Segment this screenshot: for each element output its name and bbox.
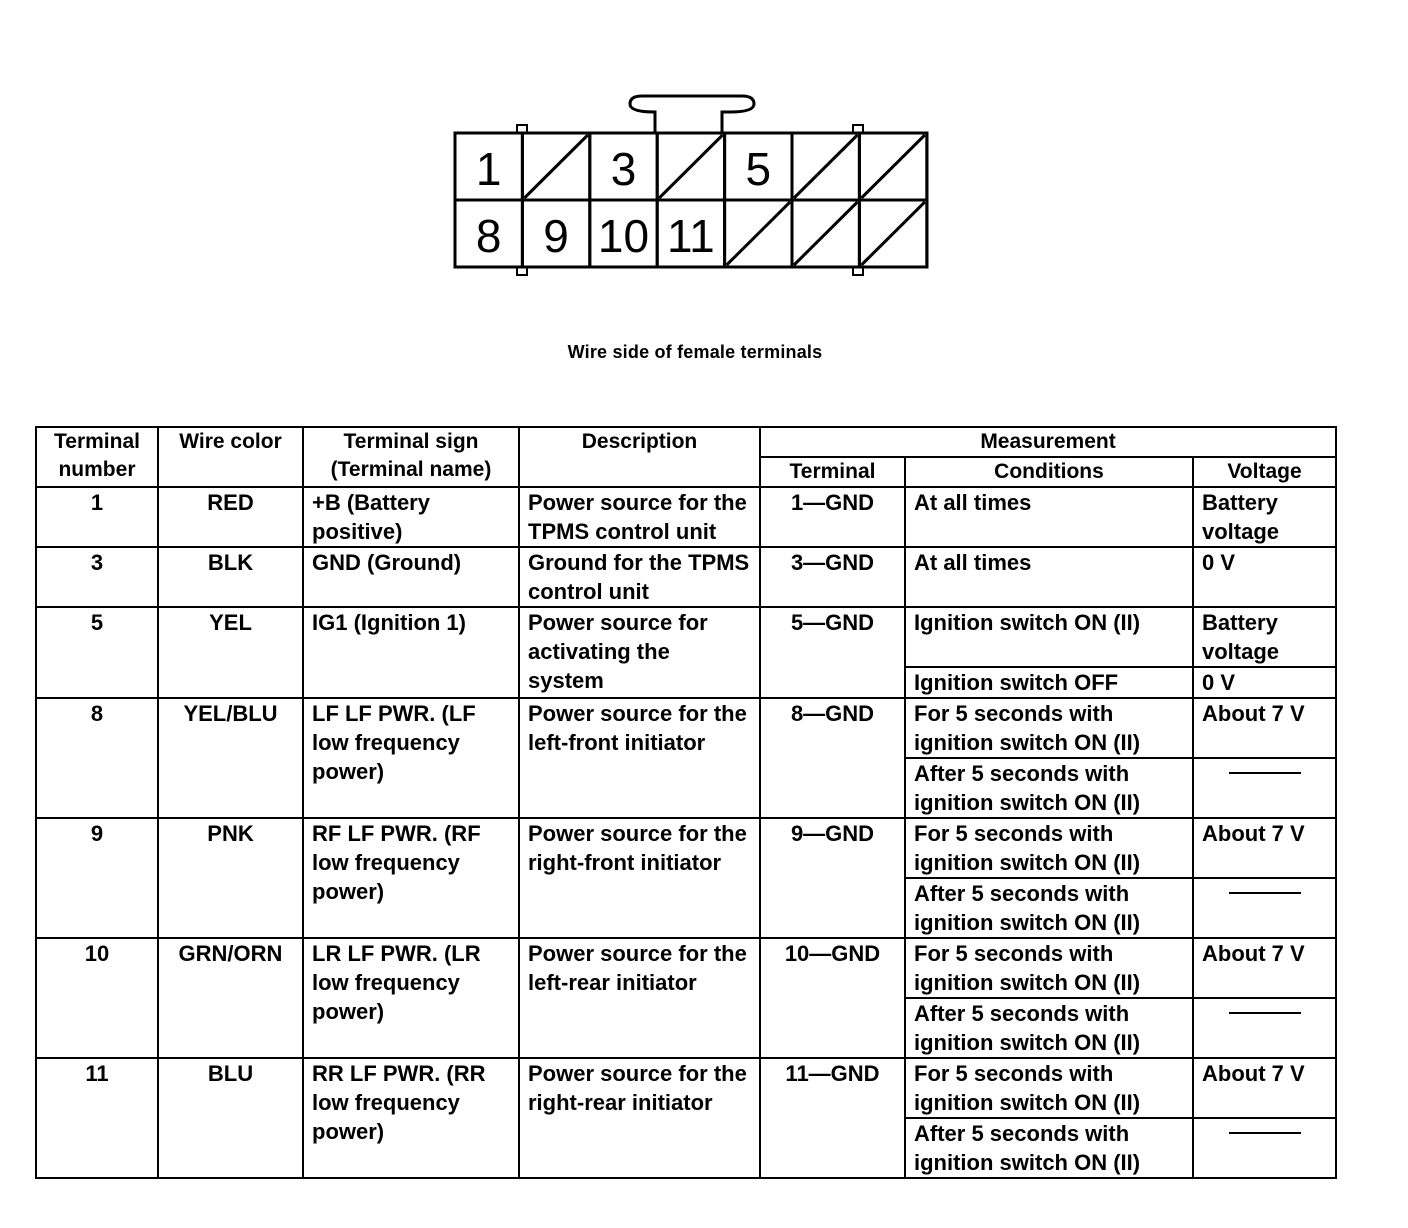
- measurement-terminal-cell: 9—GND: [760, 818, 905, 938]
- table-row: [36, 698, 1336, 758]
- table-row: [36, 547, 1336, 607]
- connector-diagram: [0, 0, 1408, 330]
- terminal-number-label: 5: [745, 143, 772, 195]
- voltage-cell: [1193, 998, 1336, 1058]
- terminal-sign-cell: RR LF PWR. (RR low frequency power): [303, 1058, 519, 1178]
- header-voltage: Voltage: [1193, 457, 1336, 487]
- header-measurement-terminal: Terminal: [760, 457, 905, 487]
- not-applicable-dash: [1229, 772, 1301, 774]
- terminal-sign-cell: RF LF PWR. (RF low frequency power): [303, 818, 519, 938]
- condition-cell: For 5 seconds with ignition switch ON (II): [905, 698, 1193, 758]
- description-cell: Power source for the left-front initiator: [519, 698, 760, 818]
- connector-latch: [630, 96, 754, 132]
- header-description: Description: [519, 427, 760, 487]
- header-wire-color: Wire color: [158, 427, 303, 487]
- terminal-table: [35, 426, 1337, 1179]
- header-terminal-sign: Terminal sign (Terminal name): [303, 427, 519, 487]
- description-cell: Power source for the left-rear initiator: [519, 938, 760, 1058]
- voltage-cell: About 7 V: [1193, 698, 1336, 758]
- terminal-sign-cell: LR LF PWR. (LR low frequency power): [303, 938, 519, 1058]
- terminal-number-cell: 11: [36, 1058, 158, 1178]
- voltage-cell: [1193, 758, 1336, 818]
- table-row: [36, 938, 1336, 998]
- voltage-cell: 0 V: [1193, 547, 1336, 607]
- description-cell: Power source for the right-front initiator: [519, 818, 760, 938]
- condition-cell: For 5 seconds with ignition switch ON (II): [905, 1058, 1193, 1118]
- condition-cell: For 5 seconds with ignition switch ON (II): [905, 938, 1193, 998]
- condition-cell: After 5 seconds with ignition switch ON (II): [905, 878, 1193, 938]
- terminal-number-cell: 5: [36, 607, 158, 698]
- terminal-number-label: 9: [543, 210, 569, 262]
- not-applicable-dash: [1229, 892, 1301, 894]
- terminal-number-cell: 1: [36, 487, 158, 547]
- table-row: [36, 487, 1336, 547]
- header-terminal-number: Terminal number: [36, 427, 158, 487]
- terminal-sign-cell: LF LF PWR. (LF low frequency power): [303, 698, 519, 818]
- condition-cell: Ignition switch ON (II): [905, 607, 1193, 667]
- terminal-number-cell: 9: [36, 818, 158, 938]
- not-applicable-dash: [1229, 1132, 1301, 1134]
- wire-color-cell: BLK: [158, 547, 303, 607]
- description-cell: Power source for activating the system: [519, 607, 760, 698]
- wire-color-cell: YEL: [158, 607, 303, 698]
- voltage-cell: Battery voltage: [1193, 607, 1336, 667]
- condition-cell: At all times: [905, 547, 1193, 607]
- table-row: [36, 607, 1336, 667]
- terminal-number-cell: 3: [36, 547, 158, 607]
- wire-color-cell: BLU: [158, 1058, 303, 1178]
- header-measurement: Measurement: [760, 427, 1336, 457]
- table-row: [36, 818, 1336, 878]
- measurement-terminal-cell: 10—GND: [760, 938, 905, 1058]
- terminal-number-label: 3: [610, 143, 637, 195]
- description-cell: Power source for the TPMS control unit: [519, 487, 760, 547]
- condition-cell: After 5 seconds with ignition switch ON (II): [905, 1118, 1193, 1178]
- terminal-number-label: 1: [475, 143, 502, 195]
- not-applicable-dash: [1229, 1012, 1301, 1014]
- voltage-cell: About 7 V: [1193, 938, 1336, 998]
- condition-cell: For 5 seconds with ignition switch ON (II): [905, 818, 1193, 878]
- wire-color-cell: PNK: [158, 818, 303, 938]
- header-conditions: Conditions: [905, 457, 1193, 487]
- voltage-cell: About 7 V: [1193, 1058, 1336, 1118]
- description-cell: Power source for the right-rear initiator: [519, 1058, 760, 1178]
- voltage-cell: About 7 V: [1193, 818, 1336, 878]
- description-cell: Ground for the TPMS control unit: [519, 547, 760, 607]
- terminal-number-label: 8: [475, 210, 502, 262]
- voltage-cell: 0 V: [1193, 667, 1336, 698]
- wire-color-cell: GRN/ORN: [158, 938, 303, 1058]
- condition-cell: After 5 seconds with ignition switch ON (II): [905, 998, 1193, 1058]
- measurement-terminal-cell: 8—GND: [760, 698, 905, 818]
- terminal-number-cell: 8: [36, 698, 158, 818]
- wire-color-cell: YEL/BLU: [158, 698, 303, 818]
- terminal-number-label: 11: [667, 210, 715, 262]
- measurement-terminal-cell: 1—GND: [760, 487, 905, 547]
- condition-cell: At all times: [905, 487, 1193, 547]
- voltage-cell: [1193, 878, 1336, 938]
- condition-cell: Ignition switch OFF: [905, 667, 1193, 698]
- condition-cell: After 5 seconds with ignition switch ON (II): [905, 758, 1193, 818]
- voltage-cell: [1193, 1118, 1336, 1178]
- terminal-number-cell: 10: [36, 938, 158, 1058]
- measurement-terminal-cell: 5—GND: [760, 607, 905, 698]
- terminal-sign-cell: IG1 (Ignition 1): [303, 607, 519, 698]
- diagram-caption: Wire side of female terminals: [567, 342, 823, 362]
- terminal-sign-cell: GND (Ground): [303, 547, 519, 607]
- wire-color-cell: RED: [158, 487, 303, 547]
- measurement-terminal-cell: 11—GND: [760, 1058, 905, 1178]
- voltage-cell: Battery voltage: [1193, 487, 1336, 547]
- terminal-sign-cell: +B (Battery positive): [303, 487, 519, 547]
- table-body: [36, 487, 1336, 1178]
- terminal-number-label: 10: [597, 210, 650, 262]
- measurement-terminal-cell: 3—GND: [760, 547, 905, 607]
- table-row: [36, 1058, 1336, 1118]
